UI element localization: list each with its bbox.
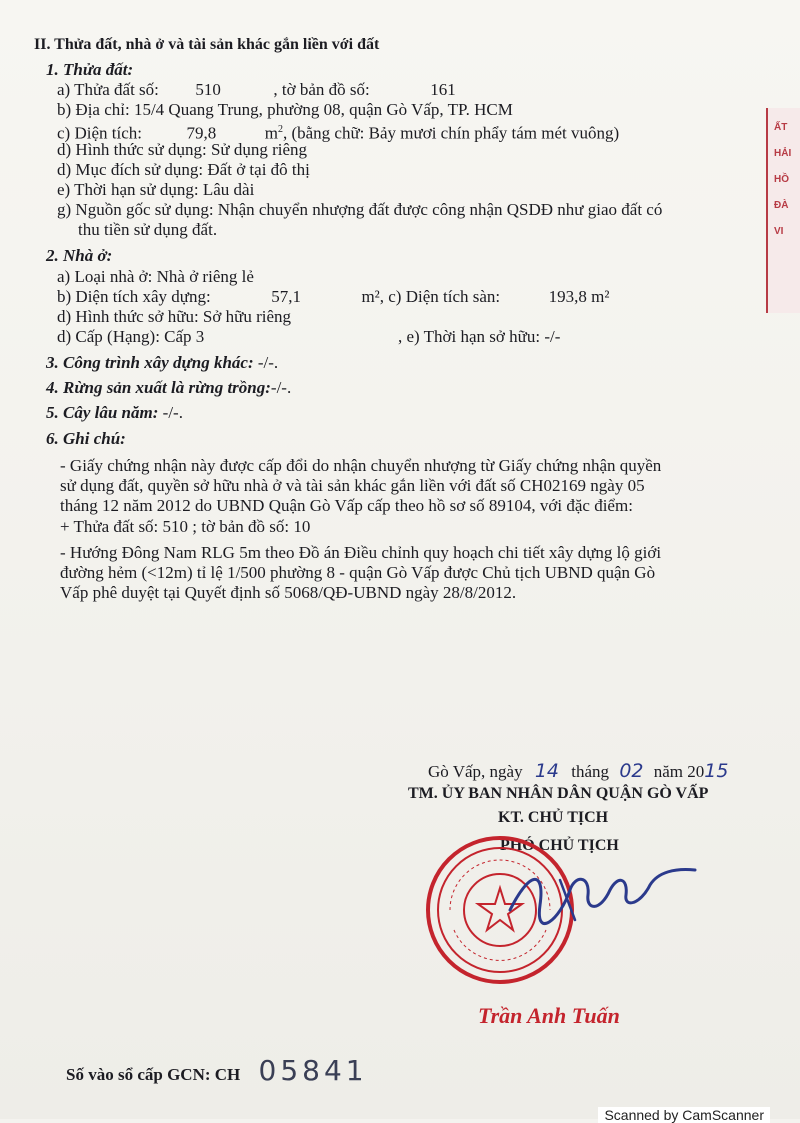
house-type-line: a) Loại nhà ở: Nhà ở riêng lẻ (57, 267, 254, 286)
signer-title: PHÓ CHỦ TỊCH (500, 837, 619, 854)
area-words: , (bằng chữ: Bảy mươi chín phẩy tám mét vuông) (282, 123, 620, 143)
floor-area-label: m², c) Diện tích sàn: (361, 287, 501, 306)
signer-name: Trần Anh Tuấn (478, 1003, 620, 1028)
edge-label: ĐÀ (774, 200, 789, 211)
trees-label: 5. Cây lâu năm: (46, 403, 159, 422)
note-line: sử dụng đất, quyền sở hữu nhà ở và tài sản khác gắn liền với đất số CH02169 ngày 05 (60, 476, 645, 495)
certificate-edge-strip (766, 108, 800, 313)
edge-label: HỒ (774, 174, 789, 185)
month-handwritten: 02 (619, 760, 644, 782)
house-heading: 2. Nhà ở: (46, 246, 113, 265)
ownership-term: , e) Thời hạn sở hữu: -/- (398, 327, 561, 346)
construction-label: 3. Công trình xây dựng khác: (46, 353, 254, 372)
day-handwritten: 14 (534, 760, 560, 782)
month-label: tháng (571, 762, 610, 781)
trees-line (46, 402, 183, 424)
parcel-label: a) Thửa đất số: (57, 80, 159, 99)
house-area-line (57, 286, 609, 308)
area-label: c) Diện tích: (57, 123, 142, 143)
land-heading: 1. Thửa đất: (46, 60, 134, 79)
area-value: 79,8 (186, 123, 217, 143)
map-label: , tờ bản đồ số: (273, 80, 370, 99)
usage-purpose-line: d) Mục đích sử dụng: Đất ở tại đô thị (57, 160, 310, 179)
scanner-watermark: Scanned by CamScanner (598, 1107, 770, 1123)
parcel-number: 510 (195, 80, 221, 99)
floor-area-value: 193,8 m² (548, 287, 610, 306)
issue-date (428, 760, 728, 783)
gcn-line (66, 1054, 368, 1087)
forest-value: -/-. (270, 378, 292, 397)
build-area-value: 57,1 (271, 287, 301, 306)
note-line: Vấp phê duyệt tại Quyết định số 5068/QĐ-UBND ngày 28/8/2012. (60, 583, 517, 602)
kt-title: KT. CHỦ TỊCH (498, 809, 609, 826)
area-unit: m (264, 123, 278, 143)
note-line: - Hướng Đông Nam RLG 5m theo Đồ án Điều chỉnh quy hoạch chi tiết xây dựng lộ giới (60, 543, 662, 562)
note-line: tháng 12 năm 2012 do UBND Quận Gò Vấp cấp theo hồ sơ số 89104, với đặc điểm: (60, 496, 633, 515)
construction-value: -/-. (253, 353, 279, 372)
edge-label: VI (774, 226, 784, 237)
notes-heading: 6. Ghi chú: (46, 429, 126, 448)
build-area-label: b) Diện tích xây dựng: (57, 287, 211, 306)
parcel-line (57, 79, 456, 101)
house-grade-line: d) Cấp (Hạng): Cấp 3 (57, 327, 205, 346)
edge-label: ẤT (774, 122, 788, 133)
date-prefix: Gò Vấp, ngày (428, 762, 523, 781)
forest-line (46, 377, 291, 399)
year-handwritten: 15 (704, 760, 729, 782)
edge-label: HẢI (774, 148, 792, 159)
gcn-number: 05841 (258, 1054, 368, 1087)
area-line: c) Diện tích: 79,8 $m^2$, (bằng chữ: Bảy mươi chín phẩy tám mét vuông) (57, 123, 620, 143)
note-line: - Giấy chứng nhận này được cấp đổi do nhận chuyển nhượng từ Giấy chứng nhận quyền (60, 456, 662, 475)
origin-line-1: g) Nguồn gốc sử dụng: Nhận chuyển nhượng đất được công nhận QSDĐ như giao đất có (57, 200, 663, 219)
handwritten-signature-icon (500, 850, 700, 930)
usage-form-line: d) Hình thức sử dụng: Sử dụng riêng (57, 140, 308, 159)
year-label: năm 20 (653, 762, 705, 781)
address-line: b) Địa chỉ: 15/4 Quang Trung, phường 08, quận Gò Vấp, TP. HCM (57, 100, 513, 119)
gcn-label: Số vào sổ cấp GCN: CH (66, 1065, 241, 1084)
section-title: II. Thửa đất, nhà ở và tài sản khác gắn liền với đất (34, 36, 380, 53)
forest-label: 4. Rừng sản xuất là rừng trồng: (46, 378, 271, 397)
map-number: 161 (430, 80, 456, 99)
origin-line-2: thu tiền sử dụng đất. (78, 220, 218, 239)
trees-value: -/-. (158, 403, 183, 422)
construction-line (46, 352, 278, 374)
ownership-form-line: d) Hình thức sở hữu: Sở hữu riêng (57, 307, 292, 326)
note-line: đường hẻm (<12m) tỉ lệ 1/500 phường 8 - quận Gò Vấp được Chủ tịch UBND quận Gò (60, 563, 656, 582)
issuing-org: TM. ỦY BAN NHÂN DÂN QUẬN GÒ VẤP (408, 785, 709, 802)
note-line: + Thửa đất số: 510 ; tờ bản đồ số: 10 (60, 517, 311, 536)
usage-term-line: e) Thời hạn sử dụng: Lâu dài (57, 180, 255, 199)
